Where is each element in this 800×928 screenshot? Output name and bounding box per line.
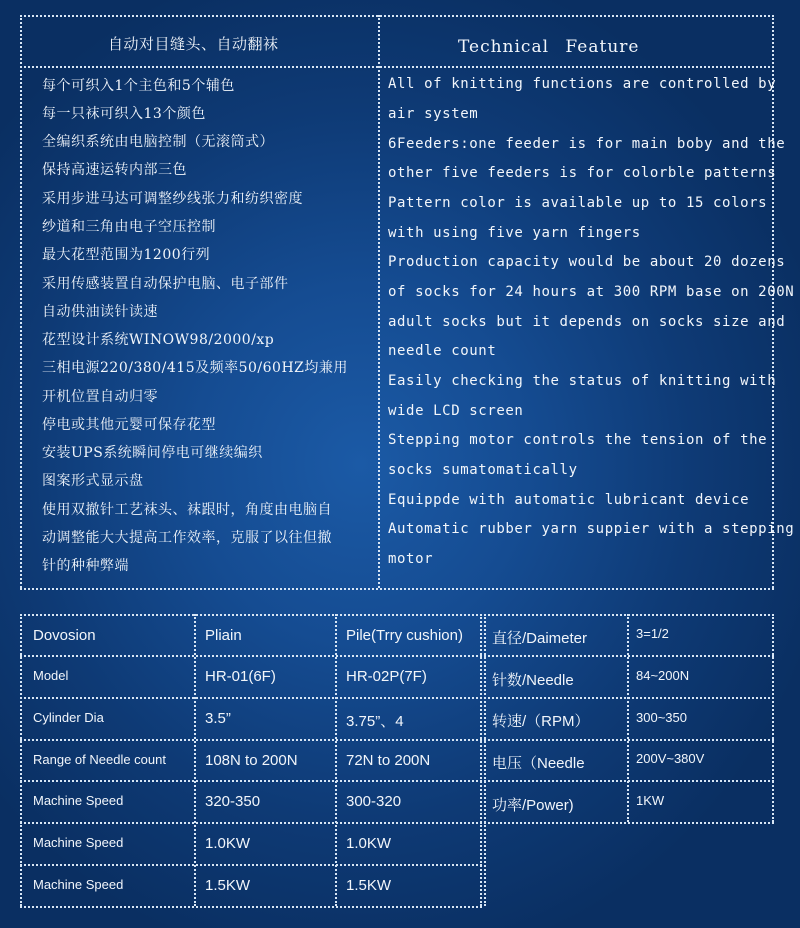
list-item: with using five yarn fingers bbox=[388, 225, 641, 241]
table-cell: Pile(Trry cushion) bbox=[346, 627, 463, 644]
list-item: 保持高速运转内部三色 bbox=[42, 162, 187, 178]
list-item: 全编织系统由电脑控制（无滚筒式） bbox=[42, 134, 274, 150]
list-item: wide LCD screen bbox=[388, 403, 524, 419]
table-cell: 功率/Power) bbox=[492, 797, 574, 814]
list-item: 每个可织入1个主色和5个辅色 bbox=[42, 78, 235, 94]
table-cell: 1.0KW bbox=[346, 835, 392, 852]
divider bbox=[20, 588, 774, 590]
divider bbox=[484, 655, 774, 657]
table-cell: Machine Speed bbox=[33, 877, 124, 892]
table-cell: 3.75”、4 bbox=[346, 713, 404, 730]
divider bbox=[20, 66, 774, 68]
divider bbox=[20, 864, 482, 866]
list-item: 花型设计系统WINOW98/2000/xp bbox=[42, 332, 275, 348]
table-cell: 针数/Needle bbox=[492, 672, 574, 689]
table-cell: HR-01(6F) bbox=[205, 668, 276, 685]
table-cell: Dovosion bbox=[33, 627, 96, 644]
table-cell: Cylinder Dia bbox=[33, 710, 104, 725]
list-item: 停电或其他元婴可保存花型 bbox=[42, 417, 216, 433]
table-cell: Pliain bbox=[205, 627, 242, 644]
table-cell: 电压（Needle bbox=[492, 755, 585, 772]
divider bbox=[20, 739, 482, 741]
table-cell: 3.5” bbox=[205, 710, 231, 727]
list-item: 动调整能大大提高工作效率，克服了以往但撤 bbox=[42, 530, 332, 546]
divider bbox=[484, 739, 774, 741]
list-item: Equippde with automatic lubricant device bbox=[388, 492, 750, 508]
table-cell: Range of Needle count bbox=[33, 752, 166, 767]
list-item: socks sumatomatically bbox=[388, 462, 578, 478]
table-cell: 108N to 200N bbox=[205, 752, 298, 769]
table-cell: 300-320 bbox=[346, 793, 402, 810]
list-item: Automatic rubber yarn suppier with a stepping bbox=[388, 521, 795, 537]
table-cell: 1.0KW bbox=[205, 835, 251, 852]
list-item: 三相电源220/380/415及频率50/60HZ均兼用 bbox=[42, 360, 348, 376]
table-cell: Machine Speed bbox=[33, 793, 124, 808]
table-cell: 1.5KW bbox=[346, 877, 392, 894]
table-cell: 3=1/2 bbox=[636, 626, 669, 641]
list-item: 每一只袜可织入13个颜色 bbox=[42, 106, 206, 122]
list-item: 纱道和三角由电子空压控制 bbox=[42, 219, 216, 235]
list-item: All of knitting functions are controlled by bbox=[388, 76, 777, 92]
list-item: 针的种种弊端 bbox=[42, 558, 129, 574]
divider bbox=[484, 614, 774, 616]
table-cell: 200V~380V bbox=[636, 751, 705, 766]
left-section-title: 自动对目缝头、自动翻袜 bbox=[108, 35, 279, 53]
table-cell: 1.5KW bbox=[205, 877, 251, 894]
divider bbox=[20, 655, 482, 657]
list-item: Stepping motor controls the tension of the bbox=[388, 432, 768, 448]
list-item: adult socks but it depends on socks size and bbox=[388, 314, 786, 330]
list-item: 6Feeders:one feeder is for main boby and the bbox=[388, 136, 786, 152]
list-item: 图案形式显示盘 bbox=[42, 473, 144, 489]
divider bbox=[20, 614, 482, 616]
list-item: of socks for 24 hours at 300 RPM base on 200N bbox=[388, 284, 795, 300]
list-item: 开机位置自动归零 bbox=[42, 389, 158, 405]
divider bbox=[20, 614, 22, 906]
list-item: 采用步进马达可调整纱线张力和纺织密度 bbox=[42, 191, 303, 207]
list-item: 采用传感装置自动保护电脑、电子部件 bbox=[42, 276, 289, 292]
table-cell: 300~350 bbox=[636, 710, 687, 725]
divider bbox=[20, 822, 482, 824]
table-cell: Model bbox=[33, 668, 69, 683]
list-item: 最大花型范围为1200行列 bbox=[42, 247, 211, 263]
table-cell: Machine Speed bbox=[33, 835, 124, 850]
divider bbox=[20, 697, 482, 699]
table-cell: HR-02P(7F) bbox=[346, 668, 427, 685]
list-item: motor bbox=[388, 551, 434, 567]
table-cell: 72N to 200N bbox=[346, 752, 431, 769]
divider bbox=[20, 906, 482, 908]
divider bbox=[194, 614, 196, 906]
table-cell: 转速/（RPM） bbox=[492, 713, 590, 730]
list-item: Production capacity would be about 20 dozens bbox=[388, 254, 786, 270]
divider bbox=[627, 614, 629, 822]
divider bbox=[772, 15, 774, 588]
list-item: needle count bbox=[388, 343, 497, 359]
table-cell: 84~200N bbox=[636, 668, 690, 683]
right-section-title: Technical Feature bbox=[458, 37, 640, 57]
list-item: air system bbox=[388, 106, 479, 122]
divider bbox=[335, 614, 337, 906]
divider bbox=[772, 614, 774, 822]
table-cell: 直径/Daimeter bbox=[492, 630, 588, 647]
list-item: 自动供油读针读速 bbox=[42, 304, 158, 320]
list-item: 使用双撤针工艺袜头、袜跟时，角度由电脑自 bbox=[42, 502, 332, 518]
divider bbox=[378, 15, 380, 588]
divider bbox=[484, 780, 774, 782]
divider bbox=[484, 697, 774, 699]
table-cell: 1KW bbox=[636, 793, 665, 808]
divider bbox=[480, 614, 482, 906]
divider bbox=[484, 822, 774, 824]
divider bbox=[20, 15, 22, 588]
list-item: Easily checking the status of knitting with bbox=[388, 373, 777, 389]
divider bbox=[20, 15, 774, 17]
divider bbox=[484, 614, 486, 906]
list-item: Pattern color is available up to 15 colors bbox=[388, 195, 768, 211]
list-item: 安装UPS系统瞬间停电可继续编织 bbox=[42, 445, 263, 461]
divider bbox=[20, 780, 482, 782]
table-cell: 320-350 bbox=[205, 793, 261, 810]
list-item: other five feeders is for colorble patterns bbox=[388, 165, 777, 181]
